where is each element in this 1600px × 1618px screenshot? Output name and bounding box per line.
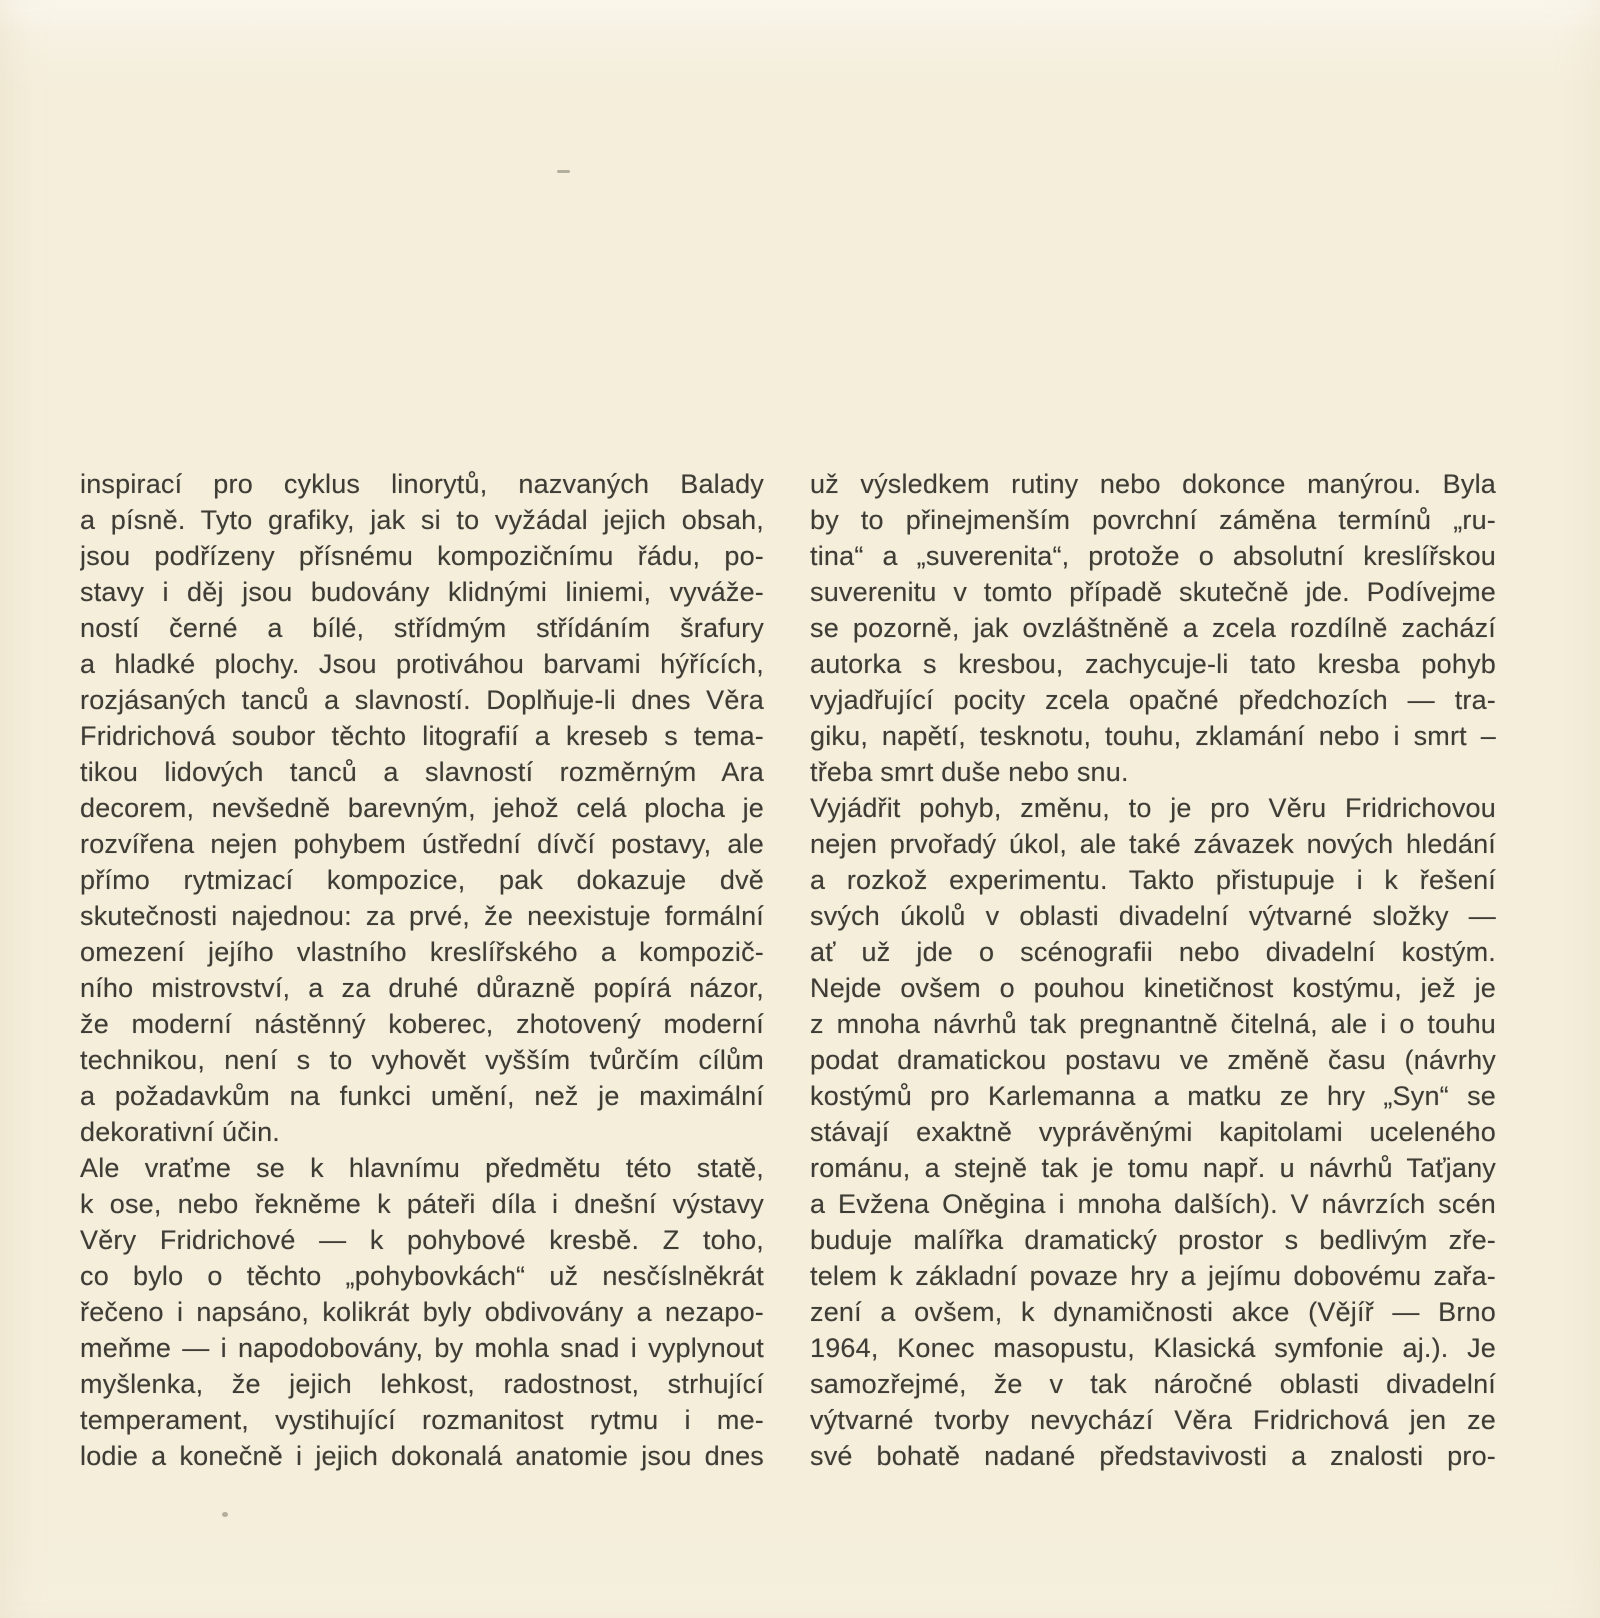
text-line: Nejde ovšem o pouhou kinetičnost kostýmu, jež je bbox=[810, 973, 1496, 1003]
text-line: Fridrichová soubor těchto litografií a kreseb s tema- bbox=[80, 721, 764, 751]
text-line: a písně. Tyto grafiky, jak si to vyžádal jejich obsah, bbox=[80, 505, 764, 535]
scan-speck-dash bbox=[557, 170, 570, 173]
text-line: z mnoha návrhů tak pregnantně čitelná, ale i o touhu bbox=[810, 1009, 1496, 1039]
text-line: kostýmů pro Karlemanna a matku ze hry „Syn“ se bbox=[810, 1081, 1496, 1111]
text-column-right bbox=[810, 466, 1496, 1474]
text-line: výtvarné tvorby nevychází Věra Fridrichová jen ze bbox=[810, 1405, 1496, 1435]
text-line: co bylo o těchto „pohybovkách“ už nesčíslněkrát bbox=[80, 1261, 764, 1291]
text-line: Vyjádřit pohyb, změnu, to je pro Věru Fridrichovou bbox=[810, 793, 1496, 823]
text-line: svých úkolů v oblasti divadelní výtvarné složky — bbox=[810, 901, 1496, 931]
text-line: že moderní nástěnný koberec, zhotovený moderní bbox=[80, 1009, 764, 1039]
text-line: technikou, není s to vyhovět vyšším tvůrčím cílům bbox=[80, 1045, 764, 1075]
text-line: giku, napětí, tesknotu, touhu, zklamání nebo i smrt – bbox=[810, 721, 1496, 751]
text-line: telem k základní povaze hry a jejímu dobovému zařa- bbox=[810, 1261, 1496, 1291]
text-line: a požadavkům na funkci umění, než je maximální bbox=[80, 1081, 764, 1111]
text-line: své bohatě nadané představivosti a znalosti pro- bbox=[810, 1441, 1496, 1471]
text-line: myšlenka, že jejich lehkost, radostnost, strhující bbox=[80, 1369, 764, 1399]
text-line: Ale vraťme se k hlavnímu předmětu této statě, bbox=[80, 1153, 764, 1183]
text-line: ního mistrovství, a za druhé důrazně popírá názor, bbox=[80, 973, 764, 1003]
text-line: tikou lidových tanců a slavností rozměrným Ara bbox=[80, 757, 764, 787]
text-line: tina“ a „suverenita“, protože o absolutní kreslířskou bbox=[810, 541, 1496, 571]
text-line: nejen prvořadý úkol, ale také závazek nových hledání bbox=[810, 829, 1496, 859]
text-line: jsou podřízeny přísnému kompozičnímu řádu, po- bbox=[80, 541, 764, 571]
text-line: stavy i děj jsou budovány klidnými liniemi, vyváže- bbox=[80, 577, 764, 607]
scan-speck-dot bbox=[222, 1512, 228, 1517]
text-line: omezení jejího vlastního kreslířského a kompozič- bbox=[80, 937, 764, 967]
text-line: 1964, Konec masopustu, Klasická symfonie aj.). Je bbox=[810, 1333, 1496, 1363]
text-line: už výsledkem rutiny nebo dokonce manýrou. Byla bbox=[810, 469, 1496, 499]
text-line: podat dramatickou postavu ve změně času (návrhy bbox=[810, 1045, 1496, 1075]
text-line: decorem, nevšedně barevným, jehož celá plocha je bbox=[80, 793, 764, 823]
text-line: rozvířena nejen pohybem ústřední dívčí postavy, ale bbox=[80, 829, 764, 859]
text-line-paragraph-end: dekorativní účin. bbox=[80, 1117, 281, 1147]
text-line: a hladké plochy. Jsou protiváhou barvami hýřících, bbox=[80, 649, 764, 679]
text-line: zení a ovšem, k dynamičnosti akce (Vějíř — Brno bbox=[810, 1297, 1496, 1327]
text-line: autorka s kresbou, zachycuje-li tato kresba pohyb bbox=[810, 649, 1496, 679]
text-line: temperament, vystihující rozmanitost rytmu i me- bbox=[80, 1405, 764, 1435]
text-line: lodie a konečně i jejich dokonalá anatomie jsou dnes bbox=[80, 1441, 764, 1471]
text-line: se pozorně, jak ovzláštněně a zcela rozdílně zachází bbox=[810, 613, 1496, 643]
text-line: a Evžena Oněgina i mnoha dalších). V návrzích scén bbox=[810, 1189, 1496, 1219]
text-line: ať už jde o scénografii nebo divadelní kostým. bbox=[810, 937, 1496, 967]
text-line: samozřejmé, že v tak náročné oblasti divadelní bbox=[810, 1369, 1496, 1399]
text-line: suverenitu v tomto případě skutečně jde. Podívejme bbox=[810, 577, 1496, 607]
text-line: řečeno i napsáno, kolikrát byly obdivovány a nezapo- bbox=[80, 1297, 764, 1327]
text-line: rozjásaných tanců a slavností. Doplňuje-li dnes Věra bbox=[80, 685, 764, 715]
text-line: Věry Fridrichové — k pohybové kresbě. Z toho, bbox=[80, 1225, 764, 1255]
text-line: skutečnosti najednou: za prvé, že neexistuje formální bbox=[80, 901, 764, 931]
text-line: ností černé a bílé, střídmým střídáním šrafury bbox=[80, 613, 764, 643]
text-line: inspirací pro cyklus linorytů, nazvaných Balady bbox=[80, 469, 764, 499]
text-column-left bbox=[80, 466, 764, 1474]
text-line: meňme — i napodobovány, by mohla snad i vyplynout bbox=[80, 1333, 764, 1363]
text-line: stávají exaktně vyprávěnými kapitolami uceleného bbox=[810, 1117, 1496, 1147]
text-line: buduje malířka dramatický prostor s bedlivým zře- bbox=[810, 1225, 1496, 1255]
text-line: vyjadřující pocity zcela opačné předchozích — tra- bbox=[810, 685, 1496, 715]
text-line: a rozkož experimentu. Takto přistupuje i k řešení bbox=[810, 865, 1496, 895]
text-line: románu, a stejně tak je tomu např. u návrhů Taťjany bbox=[810, 1153, 1496, 1183]
text-line: přímo rytmizací kompozice, pak dokazuje dvě bbox=[80, 865, 764, 895]
text-line: k ose, nebo řekněme k páteři díla i dnešní výstavy bbox=[80, 1189, 764, 1219]
text-line: by to přinejmenším povrchní záměna termínů „ru- bbox=[810, 505, 1496, 535]
text-line-paragraph-end: třeba smrt duše nebo snu. bbox=[810, 757, 1129, 787]
